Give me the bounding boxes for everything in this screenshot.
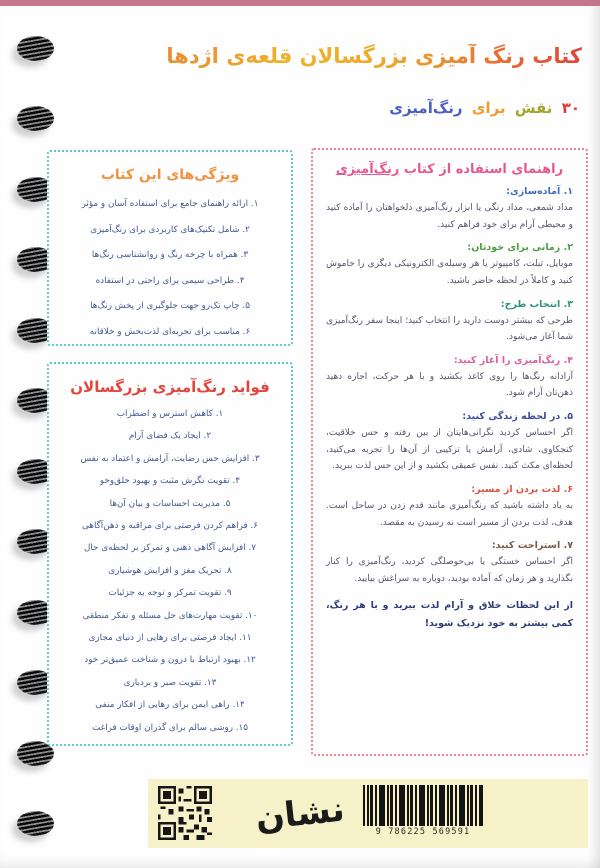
guide-section-2-title: ۲. زمانی برای خودتان: [467,242,573,254]
benefits-item: ۵. مدیریت احساسات و بیان آن‌ها [109,498,231,509]
guide-closing-note: از این لحظات خلاق و آرام لذت ببرید و با هر رنگ، کمی بیشتر به خود نزدیک شوید! [326,599,573,629]
benefits-item: ۱۱. ایجاد فرصتی برای رهایی از دنیای مجازی [88,633,252,644]
book-title: کتاب رنگ آمیزی بزرگسالان قلعه‌ی اژدها [166,44,582,68]
subtitle-word-baraye: برای [471,99,506,117]
guide-box-header [326,162,573,177]
guide-section-5-body: اگر احساس کردید نگرانی‌هایتان از بین رفته و حس خلاقیت، کنجکاوی، شادی، آرامش یا ترکیبی از آن‌ها را تجربه می‌کنید، لحظه‌ای مکث کنید. نفس عمیقی بکشید و از این حس لذت ببرید. [326,428,573,472]
benefits-item: ۲. ایجاد یک فضای آرام [128,431,212,442]
top-edge-strip [0,0,600,6]
spiral-coil [17,106,54,131]
guide-section-5-title: ۵. در لحظه زندگی کنید: [462,411,573,423]
qr-code-icon [158,786,212,840]
benefits-item: ۷. افزایش آگاهی ذهنی و تمرکز بر لحظه‌ی حال [83,543,256,554]
barcode [360,785,486,841]
spiral-coil [17,811,54,836]
features-item: ۲. شامل تکنیک‌های کاربردی برای رنگ‌آمیزی [90,224,250,235]
subtitle-word-naghsh: نقش [514,99,553,117]
benefits-item: ۱۳. تقویت صبر و بردباری [123,677,217,688]
benefits-item: ۱. کاهش استرس و اضطراب [116,409,224,419]
guide-section-3-title: ۳. انتخاب طرح: [500,298,573,310]
barcode-number: 9 786225 569591 [375,827,471,837]
benefits-item: ۶. فراهم کردن فرصتی برای مراقبه و ذهن‌آگاهی [81,521,259,532]
benefits-item: ۱۰. تقویت مهارت‌های حل مسئله و تفکر منطقی [82,610,258,621]
benefits-item: ۴. تقویت نگرش مثبت و بهبود خلق‌وخو [99,476,241,487]
benefits-box [47,362,293,746]
benefits-item: ۱۵. روشی سالم برای گذران اوقات فراغت [91,722,248,733]
guide-section-4-body: آزادانه رنگ‌ها را روی کاغذ بکشید و با هر حرکت، اجازه دهید ذهن‌تان آرام شود. [326,371,573,399]
barcode-stripes-icon [363,785,483,826]
guide-section-3-body: طرحی که بیشتر دوست دارید را انتخاب کنید؛ اینجا سفر رنگ‌آمیزی شما آغاز می‌شود. [326,315,573,343]
features-item: ۶. مناسب برای تجربه‌ای لذت‌بخش و خلاقانه [89,326,251,337]
guide-header-main: راهنمای استفاده از کتاب [399,162,564,177]
guide-box [311,148,588,756]
guide-section-1-body: مداد شمعی، مداد رنگی یا ابزار رنگ‌آمیزی دلخواهتان را آماده کنید و محیطی آرام برای خود فراهم کنید. [326,203,573,230]
guide-section-4-title: ۴. رنگ‌آمیزی را آغاز کنید: [453,354,573,366]
guide-section-1-title: ۱. آماده‌سازی: [506,186,573,197]
spiral-coil [17,36,54,61]
book-subtitle [385,99,580,117]
guide-section-6-body: به یاد داشته باشید که رنگ‌آمیزی مانند قدم زدن در ساحل است. هدف، لذت بردن از مسیر است نه رسیدن به مقصد. [326,501,573,528]
benefits-item: ۱۲. بهبود ارتباط با درون و شناخت عمیق‌تر خود [84,655,256,666]
guide-section-7-title: ۷. استراحت کنید: [491,540,573,552]
guide-section-2-body: موبایل، تبلت، کامپیوتر یا هر وسیله‌ی الکترونیکی دیگری را خاموش کنید و کاملاً در لحظه حاضر باشید. [326,259,573,286]
benefits-box-header: فواید رنگ‌آمیزی بزرگسالان [70,378,270,396]
guide-section-6-title: ۶. لذت بردن از مسیر: [471,484,573,496]
benefits-item: ۹. تقویت تمرکز و توجه به جزئیات [108,588,232,599]
guide-header-underlined: رنگ‌آمیزی [335,162,400,177]
features-item: ۱. ارائه راهنمای جامع برای استفاده آسان و مؤثر [81,199,259,209]
footer-strip [148,779,588,848]
benefits-item: ۳. افزایش حس رضایت، آرامش و اعتماد به نفس [80,453,260,464]
features-item: ۴. طراحی سیمی برای راحتی در استفاده [95,275,245,286]
subtitle-count: ۳۰ [561,99,580,117]
guide-section-7-body: اگر احساس خستگی یا بی‌حوصلگی کردید، رنگ‌آمیزی را کنار بگذارید و هر زمان که آماده بودید، دوباره به سراغش بیایید. [326,557,573,584]
features-box [47,150,293,346]
features-box-header: ویژگی‌های این کتاب [100,167,240,183]
publisher-logo: نشان [253,789,347,839]
features-item: ۵. چاپ تک‌رو جهت جلوگیری از پخش رنگ‌ها [90,301,250,311]
features-item: ۳. همراه با چرخه رنگ و روانشناسی رنگ‌ها [91,250,249,260]
subtitle-word-rangamizi: رنگ‌آمیزی [389,99,463,117]
benefits-item: ۸. تحریک مغز و افزایش هوشیاری [108,565,232,576]
benefits-item: ۱۴. راهی ایمن برای رهایی از افکار منفی [95,700,245,711]
